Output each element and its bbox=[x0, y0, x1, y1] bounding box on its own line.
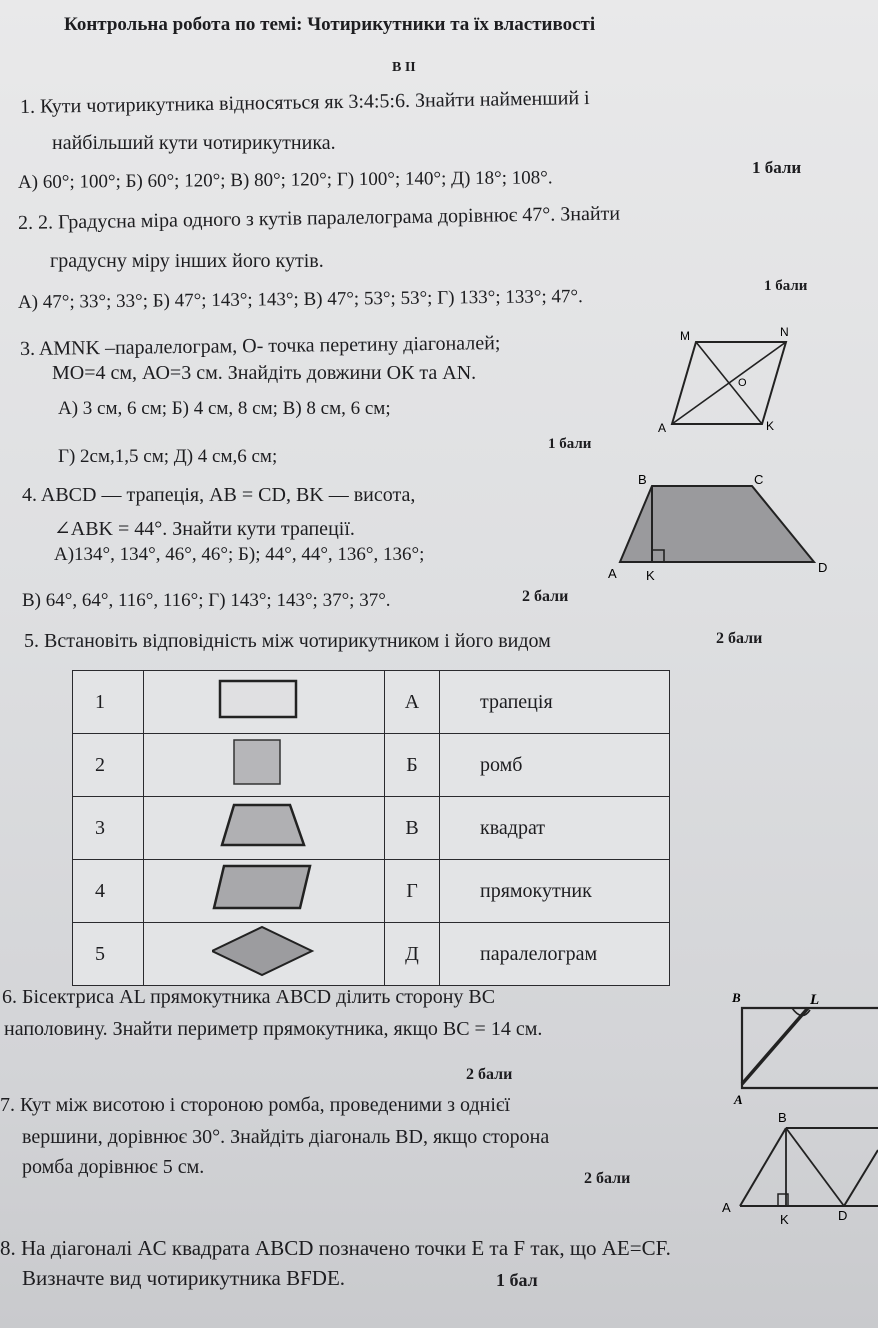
q1-line2: найбільший кути чотирикутника. bbox=[52, 132, 336, 154]
q8-points: 1 бал bbox=[496, 1270, 538, 1290]
matching-table bbox=[72, 670, 670, 986]
rectangle-bisector-figure bbox=[728, 986, 878, 1106]
q8-line2: Визначте вид чотирикутника BFDE. bbox=[22, 1266, 346, 1290]
q4-answers2: В) 64°, 64°, 116°, 116°; Г) 143°; 143°; 37°; 37°. bbox=[22, 590, 391, 611]
q4-answers1: А)134°, 134°, 46°, 46°; Б); 44°, 44°, 136°, 136°; bbox=[54, 544, 425, 565]
q7-points: 2 бали bbox=[584, 1170, 631, 1187]
label-a: A bbox=[608, 566, 617, 581]
row-number: 2 bbox=[73, 734, 144, 797]
row-letter: Б bbox=[385, 734, 440, 797]
q4-line1: 4. ABCD — трапеція, AB = CD, BK — висота, bbox=[22, 484, 416, 506]
table-row bbox=[73, 860, 670, 923]
row-letter: Г bbox=[385, 860, 440, 923]
variant-label: В ІІ bbox=[392, 60, 416, 75]
q3-answers2: Г) 2см,1,5 см; Д) 4 см,6 см; bbox=[58, 446, 278, 467]
q7-line2: вершини, дорівнює 30°. Знайдіть діагональ BD, якщо сторона bbox=[22, 1126, 550, 1148]
parallelogram-shape-cell bbox=[144, 860, 385, 923]
parallelogram-amnk-figure bbox=[650, 320, 800, 440]
label-k: K bbox=[766, 419, 775, 433]
label-d: D bbox=[838, 1208, 848, 1223]
label-b: B bbox=[638, 472, 647, 487]
q3-answers1: А) 3 см, 6 см; Б) 4 см, 8 см; В) 8 см, 6 см; bbox=[58, 398, 391, 419]
q5-text: 5. Встановіть відповідність між чотирикутником і його видом bbox=[24, 630, 551, 652]
row-kind: ромб bbox=[440, 734, 670, 797]
q2-answers: А) 47°; 33°; 33°; Б) 47°; 143°; 143°; В) 47°; 53°; 53°; Г) 133°; 133°; 47°. bbox=[17, 286, 583, 313]
row-letter: Д bbox=[385, 923, 440, 986]
q2-line1: 2. 2. Градусна міра одного з кутів паралелограма дорівнює 47°. Знайти bbox=[17, 202, 621, 234]
row-number: 4 bbox=[73, 860, 144, 923]
q3-points: 1 бали bbox=[548, 436, 592, 452]
rhombus-height-figure bbox=[720, 1106, 878, 1230]
row-letter: В bbox=[385, 797, 440, 860]
label-a: A bbox=[658, 421, 667, 435]
label-b: B bbox=[778, 1110, 787, 1125]
parallelogram-shape bbox=[212, 860, 316, 916]
label-c: C bbox=[754, 472, 764, 487]
rectangle-shape-cell bbox=[144, 671, 385, 734]
trapezoid-shape-cell bbox=[144, 797, 385, 860]
q2-line2: градусну міру інших його кутів. bbox=[50, 250, 324, 272]
rectangle-shape bbox=[212, 671, 316, 727]
square-shape-cell bbox=[144, 734, 385, 797]
table-row bbox=[73, 797, 670, 860]
q2-points: 1 бали bbox=[764, 278, 808, 294]
label-d: D bbox=[818, 560, 828, 575]
q3-line2: МО=4 см, АО=3 см. Знайдіть довжини ОК та AN. bbox=[52, 362, 477, 384]
row-letter: А bbox=[385, 671, 440, 734]
trapezoid-shape bbox=[212, 797, 316, 853]
row-number: 1 bbox=[73, 671, 144, 734]
row-kind: трапеція bbox=[440, 671, 670, 734]
table-row bbox=[73, 734, 670, 797]
square-shape bbox=[212, 734, 316, 790]
table-row bbox=[73, 671, 670, 734]
row-number: 3 bbox=[73, 797, 144, 860]
label-a: A bbox=[722, 1200, 731, 1215]
q1-line1: 1. Кути чотирикутника відносяться як 3:4:5:6. Знайти найменший і bbox=[19, 87, 590, 118]
q6-line1: 6. Бісектриса AL прямокутника ABCD ділить сторону BC bbox=[2, 986, 496, 1008]
row-kind: паралелограм bbox=[440, 923, 670, 986]
label-a: A bbox=[734, 1092, 743, 1107]
page-title: Контрольна робота по темі: Чотирикутники та їх властивості bbox=[64, 14, 596, 35]
q6-line2: наполовину. Знайти периметр прямокутника, якщо BC = 14 см. bbox=[4, 1018, 543, 1040]
q7-line1: 7. Кут між висотою і стороною ромба, проведеними з однієї bbox=[0, 1094, 511, 1116]
label-n: N bbox=[780, 325, 789, 339]
rhombus-shape bbox=[212, 923, 316, 979]
row-kind: квадрат bbox=[440, 797, 670, 860]
q4-line2: ∠ABK = 44°. Знайти кути трапеції. bbox=[54, 518, 355, 540]
q6-points: 2 бали bbox=[466, 1066, 513, 1083]
label-o: O bbox=[738, 377, 747, 389]
row-kind: прямокутник bbox=[440, 860, 670, 923]
label-b: B bbox=[732, 990, 741, 1005]
row-number: 5 bbox=[73, 923, 144, 986]
label-l: L bbox=[810, 992, 820, 1008]
q4-points: 2 бали bbox=[522, 588, 569, 605]
rhombus-shape-cell bbox=[144, 923, 385, 986]
q1-points: 1 бали bbox=[752, 158, 802, 177]
label-k: K bbox=[646, 568, 655, 583]
q8-line1: 8. На діагоналі AC квадрата ABCD позначено точки E та F так, що AE=CF. bbox=[0, 1236, 671, 1260]
q7-line3: ромба дорівнює 5 см. bbox=[22, 1156, 205, 1178]
q3-line1: 3. AMNK –паралелограм, О- точка перетину діагоналей; bbox=[19, 332, 501, 360]
trapezoid-abcd-figure bbox=[600, 468, 840, 588]
q1-answers: А) 60°; 100°; Б) 60°; 120°; В) 80°; 120°; Г) 100°; 140°; Д) 18°; 108°. bbox=[17, 167, 553, 193]
q5-points: 2 бали bbox=[716, 630, 763, 647]
label-m: M bbox=[680, 329, 690, 343]
table-row bbox=[73, 923, 670, 986]
label-k: K bbox=[780, 1212, 789, 1227]
